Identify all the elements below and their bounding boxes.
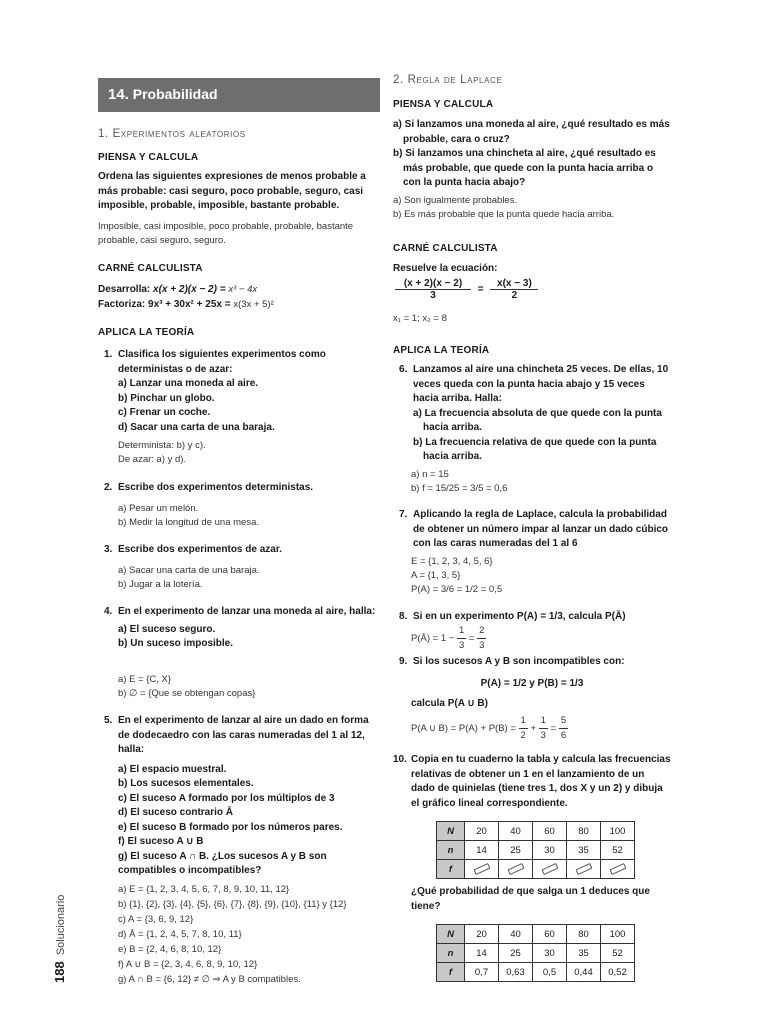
piensa-question-1: Ordena las siguientes expresiones de menos probable a más probable: casi seguro, poco probable, seguro, casi imposible, probable, imposible, bastante probable. bbox=[98, 171, 366, 211]
piensa-questions-2 bbox=[393, 118, 671, 191]
carne-ans-1: x³ − 4x bbox=[228, 284, 258, 295]
q10-text: Copia en tu cuaderno la tabla y calcula las frecuencias relativas de obtener un 1 en el lanzamiento de un dado de quinielas (tiene tres 1, dos X y un 2) y dibuja el gráfico lineal correspondiente. bbox=[411, 754, 671, 809]
table-cell bbox=[465, 860, 499, 879]
table-cell: N bbox=[437, 822, 465, 841]
q7-ans-3: P(A) = 3/6 = 1/2 = 0,5 bbox=[411, 584, 503, 595]
piensa-2-ans-1: a) Son igualmente probables. bbox=[393, 195, 518, 206]
q5-text: En el experimento de lanzar al aire un dado en forma de dodecaedro con las caras numeradas del 1 al 12, halla: bbox=[118, 715, 369, 755]
pencil-icon bbox=[609, 862, 626, 874]
q8-text: Si en un experimento P(A) = 1/3, calcula P(Ā) bbox=[413, 611, 626, 622]
table-cell: 80 bbox=[567, 822, 601, 841]
table1-row-N bbox=[437, 822, 635, 841]
q7-ans-2: A = {1, 3, 5} bbox=[411, 570, 461, 581]
frequency-table-2 bbox=[436, 924, 635, 982]
q3-number: 3. bbox=[104, 544, 113, 555]
solucionario-label: Solucionario bbox=[55, 894, 67, 956]
q3-answer bbox=[118, 564, 260, 592]
table-cell: f bbox=[437, 860, 465, 879]
q7-answer bbox=[411, 555, 502, 597]
q9-plus: + bbox=[530, 723, 537, 735]
q3-text: Escribe dos experimentos de azar. bbox=[118, 544, 282, 555]
question-9 bbox=[399, 655, 671, 670]
carne-header-2: CARNÉ CALCULISTA bbox=[393, 243, 498, 254]
question-8 bbox=[399, 610, 671, 625]
question-3 bbox=[104, 543, 380, 558]
q5-answer bbox=[118, 882, 347, 987]
q8-f1-den: 3 bbox=[458, 640, 465, 651]
q6-ans-2: b) f = 15/25 = 3/5 = 0,6 bbox=[411, 483, 508, 494]
q9-text: Si los sucesos A y B son incompatibles con: bbox=[413, 656, 625, 667]
table-cell: 35 bbox=[567, 944, 601, 963]
q2-text: Escribe dos experimentos deterministas. bbox=[118, 482, 314, 493]
aplica-header-2: APLICA LA TEORÍA bbox=[393, 345, 490, 356]
q2-answer bbox=[118, 502, 259, 530]
page-number: 188 bbox=[52, 961, 67, 983]
q1-ans-1: Determinista: b) y c). bbox=[118, 440, 206, 451]
q1-a: a) Lanzar una moneda al aire. bbox=[118, 378, 259, 389]
q5-ans-e: e) B = {2, 4, 6, 8, 10, 12} bbox=[118, 944, 222, 955]
q8-answer bbox=[411, 624, 486, 653]
carne-line-2 bbox=[98, 298, 274, 312]
q5-number: 5. bbox=[104, 715, 113, 726]
q5-e: e) El suceso B formado por los números pares. bbox=[118, 821, 343, 833]
q8-number: 8. bbox=[399, 611, 408, 622]
q1-c: c) Frenar un coche. bbox=[118, 407, 211, 418]
q1-number: 1. bbox=[104, 349, 113, 360]
q5-f: f) El suceso A ∪ B bbox=[118, 836, 204, 847]
table2-row-f bbox=[437, 963, 635, 982]
table-cell: N bbox=[437, 925, 465, 944]
q8-f2-num: 2 bbox=[477, 624, 486, 639]
table-cell: 0,7 bbox=[465, 963, 499, 982]
carne-text-2: Resuelve la ecuación: bbox=[393, 263, 498, 274]
carne-ans-2: x₁ = 1; x₂ = 8 bbox=[393, 313, 447, 324]
table-cell: 35 bbox=[567, 841, 601, 860]
chapter-number: 14. bbox=[108, 86, 129, 103]
q9-eq: = bbox=[550, 723, 557, 735]
q5-c: c) El suceso A formado por los múltiplos de 3 bbox=[118, 792, 335, 804]
q5-g: g) El suceso A ∩ B. ¿Los sucesos A y B son compatibles o incompatibles? bbox=[118, 850, 327, 876]
q5-ans-f: f) A ∪ B = {2, 3, 4, 6, 8, 9, 10, 12} bbox=[118, 959, 258, 970]
q9-lhs: P(A ∪ B) = P(A) + P(B) = bbox=[411, 723, 516, 735]
carne-equation-2 bbox=[395, 278, 538, 301]
q9-f1-num: 1 bbox=[519, 714, 528, 729]
q8-f2-den: 3 bbox=[479, 640, 485, 651]
q6-number: 6. bbox=[399, 364, 408, 375]
q4-answer bbox=[118, 673, 255, 701]
q3-ans-2: b) Jugar a la lotería. bbox=[118, 579, 203, 590]
q6-text: Lanzamos al aire una chincheta 25 veces. De ellas, 10 veces queda con la punta hacia abajo y 15 veces hacia arriba. Halla: bbox=[413, 364, 669, 404]
table-cell: n bbox=[437, 841, 465, 860]
q6-ans-1: a) n = 15 bbox=[411, 469, 449, 480]
q1-answer bbox=[118, 439, 206, 467]
table-cell: f bbox=[437, 963, 465, 982]
q1-ans-2: De azar: a) y d). bbox=[118, 454, 187, 465]
carne-frac2-num: x(x − 3) bbox=[490, 278, 538, 290]
q4-b: b) Un suceso imposible. bbox=[118, 638, 234, 649]
q5-d: d) El suceso contrario Ā bbox=[118, 807, 234, 818]
chapter-header bbox=[98, 78, 380, 112]
q4-ans-2: b) ∅ = {Que se obtengan copas} bbox=[118, 688, 256, 699]
table-cell: 0,63 bbox=[499, 963, 533, 982]
q7-ans-1: E = {1, 2, 3, 4, 5, 6} bbox=[411, 556, 493, 567]
q3-ans-1: a) Sacar una carta de una baraja. bbox=[118, 565, 260, 576]
table-cell bbox=[499, 860, 533, 879]
section-1-title: 1. Experimentos aleatorios bbox=[98, 128, 246, 140]
q6-b: b) La frecuencia relativa de que quede con la punta hacia arriba. bbox=[413, 436, 657, 462]
question-6 bbox=[399, 363, 671, 465]
piensa-answer-2 bbox=[393, 194, 614, 222]
question-10 bbox=[393, 753, 671, 811]
table-cell: n bbox=[437, 944, 465, 963]
q9-calc: calcula P(A ∪ B) bbox=[411, 698, 488, 709]
frequency-table-1 bbox=[436, 821, 635, 879]
table-cell: 25 bbox=[499, 944, 533, 963]
carne-expr-1: x(x + 2)(x − 2) = bbox=[153, 284, 226, 295]
q6-answer bbox=[411, 468, 507, 496]
q4-text: En el experimento de lanzar una moneda al aire, halla: bbox=[118, 606, 376, 617]
table2-row-n bbox=[437, 944, 635, 963]
q1-b: b) Pinchar un globo. bbox=[118, 392, 215, 404]
carne-header-1: CARNÉ CALCULISTA bbox=[98, 263, 203, 274]
question-4 bbox=[104, 605, 380, 652]
table-cell: 100 bbox=[601, 822, 635, 841]
page-side-label bbox=[52, 895, 72, 985]
q9-answer bbox=[411, 714, 568, 743]
table-cell: 30 bbox=[533, 841, 567, 860]
piensa-header-1: PIENSA Y CALCULA bbox=[98, 152, 199, 163]
table-cell: 40 bbox=[499, 925, 533, 944]
table1-row-n bbox=[437, 841, 635, 860]
q5-ans-a: a) E = {1, 2, 3, 4, 5, 6, 7, 8, 9, 10, 11, 12} bbox=[118, 884, 290, 895]
pencil-icon bbox=[473, 862, 490, 874]
carne-label-factoriza: Factoriza: bbox=[98, 299, 146, 310]
q9-f3-den: 6 bbox=[560, 730, 567, 741]
q2-ans-2: b) Medir la longitud de una mesa. bbox=[118, 517, 259, 528]
table-cell: 25 bbox=[499, 841, 533, 860]
table-cell: 20 bbox=[465, 822, 499, 841]
table-cell bbox=[533, 860, 567, 879]
table-cell bbox=[567, 860, 601, 879]
carne-eq-sign: = bbox=[477, 284, 484, 296]
q5-ans-d: d) Ā = {1, 2, 4, 5, 7, 8, 10, 11} bbox=[118, 929, 242, 940]
table-cell: 30 bbox=[533, 944, 567, 963]
table-cell: 20 bbox=[465, 925, 499, 944]
question-7 bbox=[399, 508, 671, 552]
q5-ans-c: c) A = {3, 6, 9, 12} bbox=[118, 914, 194, 925]
q9-number: 9. bbox=[399, 656, 408, 667]
q5-a: a) El espacio muestral. bbox=[118, 763, 227, 775]
carne-expr-2: 9x³ + 30x² + 25x = bbox=[148, 299, 231, 310]
q5-ans-g: g) A ∩ B = {6, 12} ≠ ∅ ⇒ A y B compatibles. bbox=[118, 974, 301, 985]
q4-a: a) El suceso seguro. bbox=[118, 623, 216, 635]
table-cell: 40 bbox=[499, 822, 533, 841]
q10-question: ¿Qué probabilidad de que salga un 1 deduces que tiene? bbox=[411, 886, 650, 912]
q1-d: d) Sacar una carta de una baraja. bbox=[118, 421, 275, 433]
section-2-title: 2. Regla de Laplace bbox=[393, 74, 503, 86]
q7-text: Aplicando la regla de Laplace, calcula la probabilidad de obtener un número impar al lanzar un dado cúbico con las caras numeradas del 1 al 6 bbox=[413, 509, 669, 549]
table-cell: 52 bbox=[601, 944, 635, 963]
carne-line-1 bbox=[98, 283, 257, 297]
q10-number: 10. bbox=[393, 754, 407, 765]
table-cell: 100 bbox=[601, 925, 635, 944]
carne-frac1-den: 3 bbox=[430, 290, 436, 301]
question-5 bbox=[104, 714, 380, 879]
question-1 bbox=[104, 348, 380, 435]
table-cell: 80 bbox=[567, 925, 601, 944]
carne-ans-2: x(3x + 5)² bbox=[233, 299, 274, 310]
q8-lhs: P(Ā) = 1 − bbox=[411, 633, 455, 645]
piensa-2-b: b) Si lanzamos una chincheta al aire, ¿qué resultado es más probable, que quede con la punta hacia arriba o con la punta hacia abajo? bbox=[393, 148, 656, 188]
q2-number: 2. bbox=[104, 482, 113, 493]
table-cell: 0,5 bbox=[533, 963, 567, 982]
table2-row-N bbox=[437, 925, 635, 944]
q1-text: Clasifica los siguientes experimentos como deterministas o de azar: bbox=[118, 349, 326, 375]
q9-given: P(A) = 1/2 y P(B) = 1/3 bbox=[480, 678, 584, 689]
q7-number: 7. bbox=[399, 509, 408, 520]
q9-f1-den: 2 bbox=[520, 730, 526, 741]
table-cell: 0,44 bbox=[567, 963, 601, 982]
q5-ans-b: b) {1}, {2}, {3}, {4}, {5}, {6}, {7}, {8}, {9}, {10}, {11} y {12} bbox=[118, 899, 347, 910]
carne-label-desarrolla: Desarrolla: bbox=[98, 284, 151, 295]
table-cell bbox=[601, 860, 635, 879]
table-cell: 14 bbox=[465, 944, 499, 963]
pencil-icon bbox=[541, 862, 558, 874]
q5-b: b) Los sucesos elementales. bbox=[118, 778, 254, 789]
q2-ans-1: a) Pesar un melón. bbox=[118, 503, 199, 514]
q8-eq: = bbox=[468, 633, 475, 645]
piensa-2-ans-2: b) Es más probable que la punta quede hacia arriba. bbox=[393, 209, 615, 220]
piensa-header-2: PIENSA Y CALCULA bbox=[393, 99, 494, 110]
chapter-title: Probabilidad bbox=[132, 86, 218, 102]
aplica-header-1: APLICA LA TEORÍA bbox=[98, 327, 195, 338]
q9-f2-num: 1 bbox=[539, 714, 548, 729]
table-cell: 14 bbox=[465, 841, 499, 860]
table-cell: 52 bbox=[601, 841, 635, 860]
piensa-2-a: a) Si lanzamos una moneda al aire, ¿qué resultado es más probable, cara o cruz? bbox=[393, 119, 670, 145]
q9-f2-den: 3 bbox=[540, 730, 546, 741]
q6-a: a) La frecuencia absoluta de que quede con la punta hacia arriba. bbox=[413, 407, 662, 433]
table-cell: 0,52 bbox=[601, 963, 635, 982]
table-cell: 60 bbox=[533, 822, 567, 841]
q9-f3-num: 5 bbox=[559, 714, 568, 729]
piensa-answer-1: Imposible, casi imposible, poco probable, probable, bastante probable, casi seguro, seguro. bbox=[98, 221, 354, 246]
pencil-icon bbox=[507, 862, 524, 874]
carne-frac2-den: 2 bbox=[511, 290, 518, 301]
table-cell: 60 bbox=[533, 925, 567, 944]
question-2 bbox=[104, 481, 380, 496]
q4-ans-1: a) E = {C, X} bbox=[118, 674, 172, 685]
pencil-icon bbox=[575, 862, 592, 874]
q8-f1-num: 1 bbox=[457, 624, 466, 639]
q4-number: 4. bbox=[104, 606, 113, 617]
table1-row-f bbox=[437, 860, 635, 879]
carne-frac1-num: (x + 2)(x − 2) bbox=[395, 278, 471, 290]
